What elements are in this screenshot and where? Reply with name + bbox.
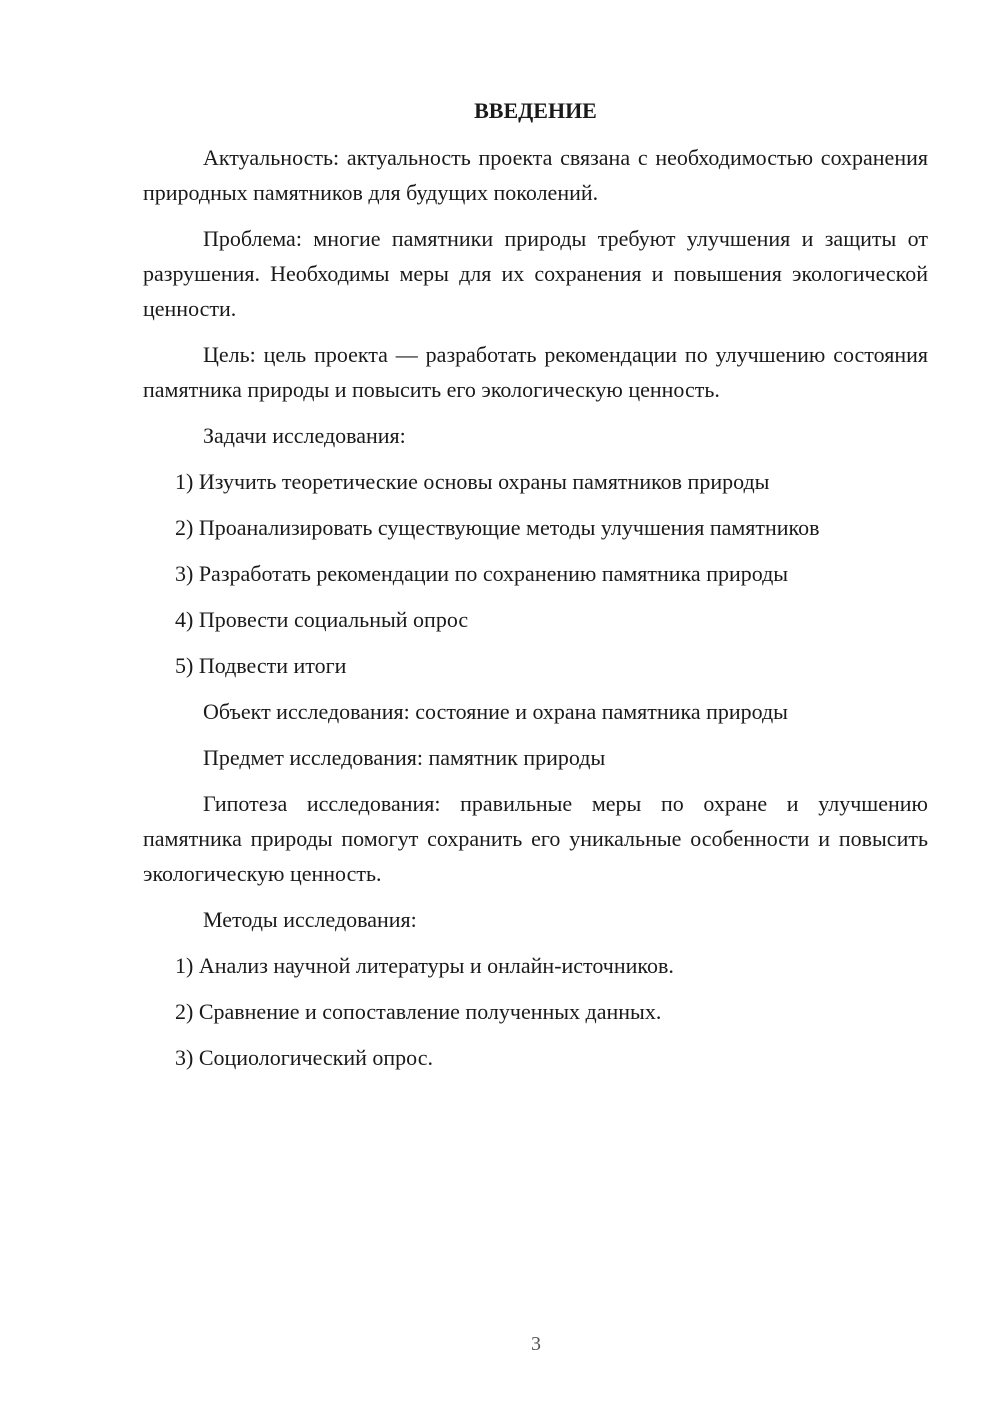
task-item-3: 3) Разработать рекомендации по сохранению памятника природы [175, 561, 789, 586]
task-item-2: 2) Проанализировать существующие методы улучшения памятников [175, 515, 820, 540]
hypothesis-paragraph: Гипотеза исследования: правильные меры по охране и улучшению памятника природы помогут сохранить его уникальные особенности и повысить экологическую ценность. [143, 791, 928, 886]
object-line: Объект исследования: состояние и охрана памятника природы [203, 699, 788, 724]
page-number: 3 [531, 1333, 541, 1355]
method-item-1: 1) Анализ научной литературы и онлайн-источников. [175, 953, 674, 978]
methods-heading: Методы исследования: [203, 907, 417, 932]
goal-paragraph: Цель: цель проекта — разработать рекомендации по улучшению состояния памятника природы и повысить его экологическую ценность. [143, 342, 928, 402]
task-item-4: 4) Провести социальный опрос [175, 607, 469, 632]
page-title: ВВЕДЕНИЕ [474, 98, 597, 123]
task-item-1: 1) Изучить теоретические основы охраны памятников природы [175, 469, 770, 494]
method-item-2: 2) Сравнение и сопоставление полученных данных. [175, 999, 662, 1024]
tasks-heading: Задачи исследования: [203, 423, 406, 448]
page-content [143, 96, 928, 1086]
relevance-paragraph: Актуальность: актуальность проекта связана с необходимостью сохранения природных памятников для будущих поколений. [143, 145, 928, 205]
task-item-5: 5) Подвести итоги [175, 653, 347, 678]
problem-paragraph: Проблема: многие памятники природы требуют улучшения и защиты от разрушения. Необходимы меры для их сохранения и повышения экологической ценности. [143, 226, 928, 321]
subject-line: Предмет исследования: памятник природы [203, 745, 606, 770]
method-item-3: 3) Социологический опрос. [175, 1045, 433, 1070]
